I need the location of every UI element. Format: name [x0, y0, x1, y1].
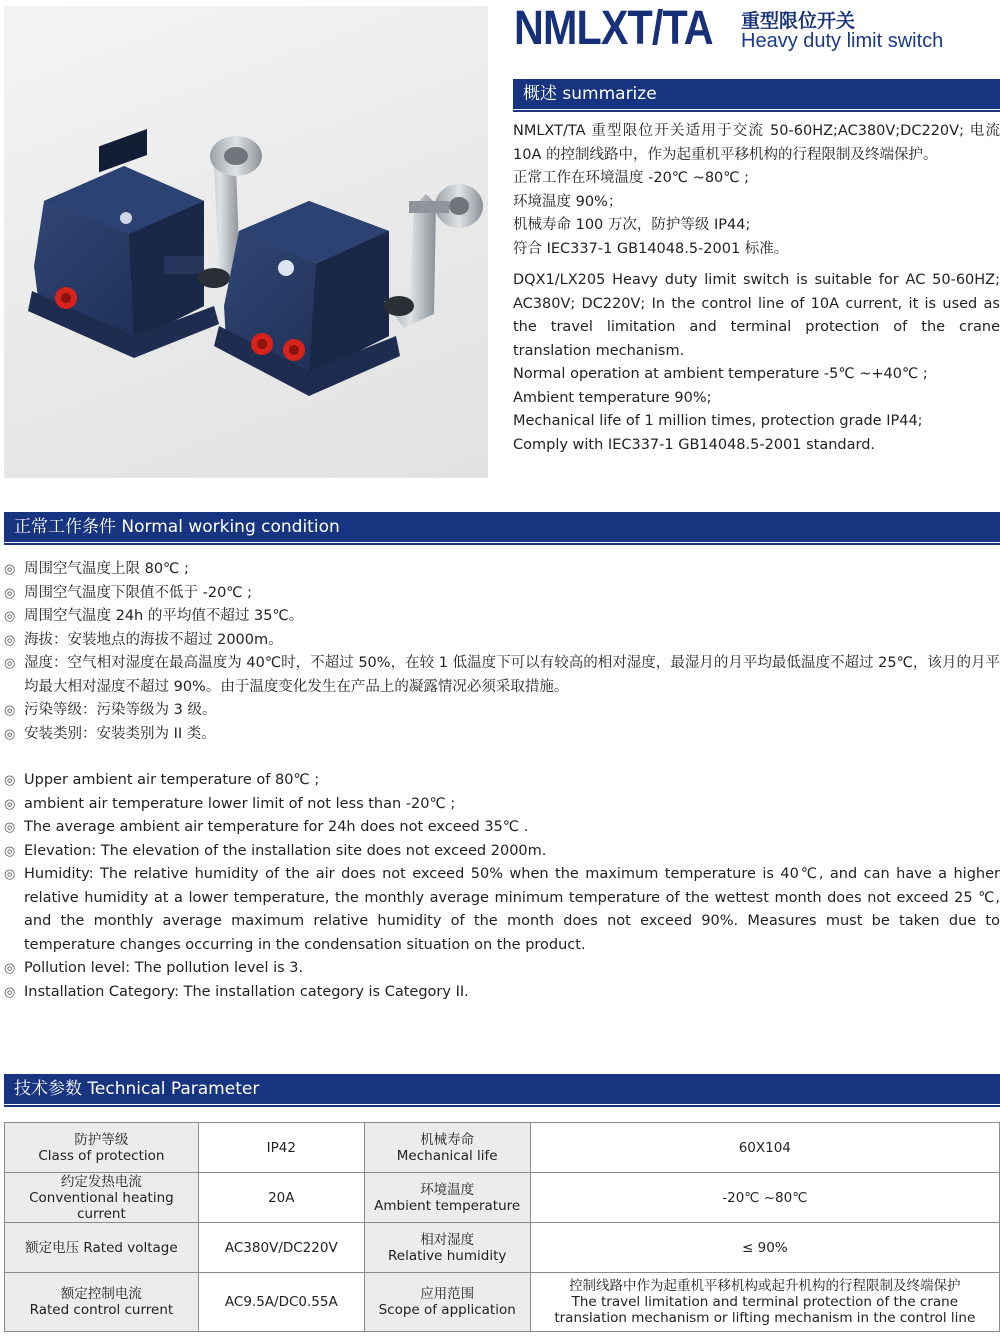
- product-photo: [4, 6, 488, 478]
- condition-item-cn: ◎ 安装类别：安装类别为 II 类。: [4, 723, 1000, 747]
- param-label: 额定控制电流 Rated control current: [5, 1273, 199, 1332]
- conditions-section-header: [4, 512, 1000, 542]
- summary-cn-line: NMLXT/TA 重型限位开关适用于交流 50-60HZ;AC380V;DC220V; 电流 10A 的控制线路中，作为起重机平移机构的行程限制及终端保护。: [513, 123, 1000, 163]
- condition-item-en: ◎ Pollution level: The pollution level is 3.: [4, 957, 1000, 981]
- condition-item-en: ◎ Humidity: The relative humidity of the air does not exceed 50% when the maximum temperature is 40℃, and can have a higher relative humidity at a lower temperature, the monthly average minimum temperature of the wettest month does not exceed 25 ℃, and the monthly average maximum relative humidity of the month does not exceed 90%. Measures must be taken due to temperature changes occurring in the condensation situation on the product.: [4, 863, 1000, 957]
- table-row: [5, 1123, 1000, 1173]
- condition-item-en: ◎ ambient air temperature lower limit of not less than -20℃ ;: [4, 793, 1000, 817]
- conditions-list-cn: [4, 558, 1000, 746]
- param-value: -20℃ ~80℃: [530, 1173, 999, 1223]
- bullet-icon: ◎: [4, 773, 16, 788]
- condition-item-cn: ◎ 周围空气温度上限 80℃ ;: [4, 558, 1000, 582]
- summary-section-title: 概述 summarize: [523, 84, 657, 104]
- condition-item-en: ◎ Elevation: The elevation of the installation site does not exceed 2000m.: [4, 840, 1000, 864]
- param-value: 20A: [198, 1173, 364, 1223]
- param-value: 60X104: [530, 1123, 999, 1173]
- summary-cn-line: 机械寿命 100 万次，防护等级 IP44;: [513, 217, 751, 233]
- conditions-section-title: 正常工作条件 Normal working condition: [14, 517, 340, 537]
- condition-item-en: ◎ Upper ambient air temperature of 80℃ ;: [4, 769, 1000, 793]
- condition-item-cn: ◎ 湿度：空气相对湿度在最高温度为 40℃时，不超过 50%，在较 1 低温度下可以有较高的相对湿度，最湿月的月平均最低温度不超过 25℃，该月的月平均最大相对湿度不超过 90%。由于温度变化发生在产品上的凝露情况必须采取措施。: [4, 652, 1000, 699]
- bullet-icon: ◎: [4, 796, 16, 812]
- bullet-icon: ◎: [4, 562, 16, 577]
- bullet-icon: ◎: [4, 632, 16, 648]
- condition-item-cn: ◎ 周围空气温度 24h 的平均值不超过 35℃。: [4, 605, 1000, 629]
- summary-text: [513, 120, 1000, 457]
- bullet-icon: ◎: [4, 867, 16, 882]
- bullet-icon: ◎: [4, 703, 16, 718]
- bullet-icon: ◎: [4, 656, 16, 671]
- param-value: AC9.5A/DC0.55A: [198, 1273, 364, 1332]
- summary-en-line: Mechanical life of 1 million times, protection grade IP44;: [513, 413, 923, 429]
- summary-en-line: Normal operation at ambient temperature -5℃ ~+40℃ ;: [513, 366, 928, 382]
- bullet-icon: ◎: [4, 843, 16, 859]
- table-row: [5, 1223, 1000, 1273]
- param-label: 相对湿度 Relative humidity: [364, 1223, 530, 1273]
- summary-en-line: Ambient temperature 90%;: [513, 389, 712, 406]
- param-label: 机械寿命 Mechanical life: [364, 1123, 530, 1173]
- bullet-icon: ◎: [4, 984, 16, 1000]
- condition-item-en: ◎ Installation Category: The installation category is Category II.: [4, 981, 1000, 1005]
- condition-item-en: ◎ The average ambient air temperature for 24h does not exceed 35℃ .: [4, 816, 1000, 840]
- bullet-icon: ◎: [4, 609, 16, 624]
- bullet-icon: ◎: [4, 585, 16, 601]
- bullet-icon: ◎: [4, 961, 16, 976]
- summary-en-line: DQX1/LX205 Heavy duty limit switch is suitable for AC 50-60HZ; AC380V; DC220V; In the control line of 10A current, it is used as the travel limitation and terminal protection of the crane translation mechanism.: [513, 272, 1000, 359]
- param-label: 环境温度 Ambient temperature: [364, 1173, 530, 1223]
- technical-section-header: [4, 1074, 1000, 1104]
- product-title-en: Heavy duty limit switch: [741, 30, 944, 52]
- summary-cn-line: 正常工作在环境温度 -20℃ ~80℃ ;: [513, 170, 750, 186]
- limit-switch-illustration: [4, 6, 488, 478]
- technical-parameter-table: [4, 1122, 1000, 1332]
- conditions-list-en: [4, 769, 1000, 1004]
- param-label: 防护等级 Class of protection: [5, 1123, 199, 1173]
- summary-section-header: [513, 79, 1000, 109]
- table-row: [5, 1173, 1000, 1223]
- param-value: AC380V/DC220V: [198, 1223, 364, 1273]
- technical-section-title: 技术参数 Technical Parameter: [14, 1079, 260, 1099]
- condition-item-cn: ◎ 周围空气温度下限值不低于 -20℃ ;: [4, 582, 1000, 606]
- condition-item-cn: ◎ 污染等级：污染等级为 3 级。: [4, 699, 1000, 723]
- bullet-icon: ◎: [4, 726, 16, 742]
- table-row: [5, 1273, 1000, 1332]
- condition-item-cn: ◎ 海拔：安装地点的海拔不超过 2000m。: [4, 629, 1000, 653]
- model-number: NMLXT/TA: [514, 2, 713, 55]
- summary-cn-line: 环境温度 90%；: [513, 193, 623, 210]
- param-label: 约定发热电流 Conventional heating current: [5, 1173, 199, 1223]
- param-value: 控制线路中作为起重机平移机构或起升机构的行程限制及终端保护 The travel limitation and terminal protection of the crane translation mechanism or lifting mechanism in the control line: [530, 1273, 999, 1332]
- param-label: 应用范围 Scope of application: [364, 1273, 530, 1332]
- param-value: IP42: [198, 1123, 364, 1173]
- param-value: ≤ 90%: [530, 1223, 999, 1273]
- product-title-cn: 重型限位开关: [741, 10, 856, 32]
- summary-cn-line: 符合 IEC337-1 GB14048.5-2001 标准。: [513, 240, 789, 257]
- bullet-icon: ◎: [4, 820, 16, 835]
- param-label: 额定电压 Rated voltage: [5, 1223, 199, 1273]
- summary-en-line: Comply with IEC337-1 GB14048.5-2001 standard.: [513, 436, 876, 453]
- right-switch: [214, 184, 483, 396]
